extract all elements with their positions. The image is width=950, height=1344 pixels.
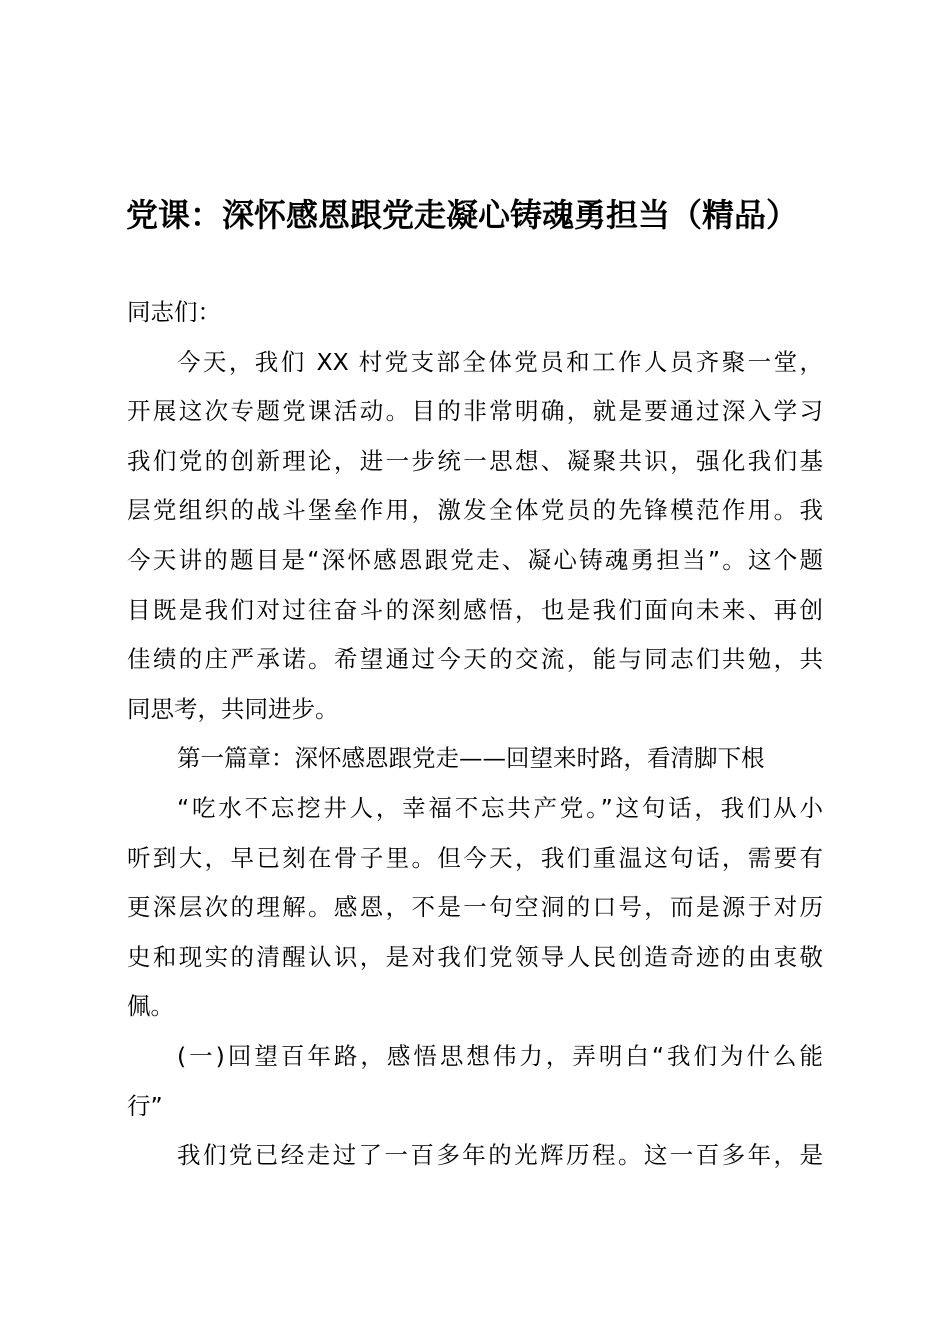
paragraph-1-line-8: 同思考，共同进步。 xyxy=(127,694,339,723)
chapter-heading: 第一篇章：深怀感恩跟党走——回望来时路，看清脚下根 xyxy=(177,744,765,773)
paragraph-5-line-1: 我们党已经走过了一百多年的光辉历程。这一百多年，是 xyxy=(177,1141,823,1170)
paragraph-3-line-5: 佩。 xyxy=(127,992,174,1021)
document-title: 党课：深怀感恩跟党走凝心铸魂勇担当（精品） xyxy=(126,196,799,234)
paragraph-3-line-4: 史和现实的清醒认识，是对我们党领导人民创造奇迹的由衷敬 xyxy=(127,942,823,971)
paragraph-1-line-7: 佳绩的庄严承诺。希望通过今天的交流，能与同志们共勉，共 xyxy=(127,645,823,674)
paragraph-1-line-2: 开展这次专题党课活动。目的非常明确，就是要通过深入学习 xyxy=(127,397,823,426)
paragraph-1-line-5: 今天讲的题目是“深怀感恩跟党走、凝心铸魂勇担当”。这个题 xyxy=(127,545,823,574)
paragraph-1-line-4: 层党组织的战斗堡垒作用，激发全体党员的先锋模范作用。我 xyxy=(127,496,823,525)
paragraph-1-line-1: 今天，我们 XX 村党支部全体党员和工作人员齐聚一堂， xyxy=(177,347,823,376)
salutation: 同志们： xyxy=(127,298,221,326)
paragraph-1-line-6: 目既是我们对过往奋斗的深刻感悟，也是我们面向未来、再创 xyxy=(127,595,823,624)
document-body xyxy=(127,288,823,1181)
paragraph-3-line-2: 听到大，早已刻在骨子里。但今天，我们重温这句话，需要有 xyxy=(127,843,823,872)
paragraph-3-line-1: “吃水不忘挖井人，幸福不忘共产党。”这句话，我们从小 xyxy=(177,793,823,822)
paragraph-3-line-3: 更深层次的理解。感恩，不是一句空洞的口号，而是源于对历 xyxy=(127,893,823,922)
paragraph-1-line-3: 我们党的创新理论，进一步统一思想、凝聚共识，强化我们基 xyxy=(127,446,823,475)
section-heading-line-2: 行” xyxy=(127,1091,163,1120)
section-heading-line-1: (一)回望百年路，感悟思想伟力，弄明白“我们为什么能 xyxy=(177,1041,823,1070)
